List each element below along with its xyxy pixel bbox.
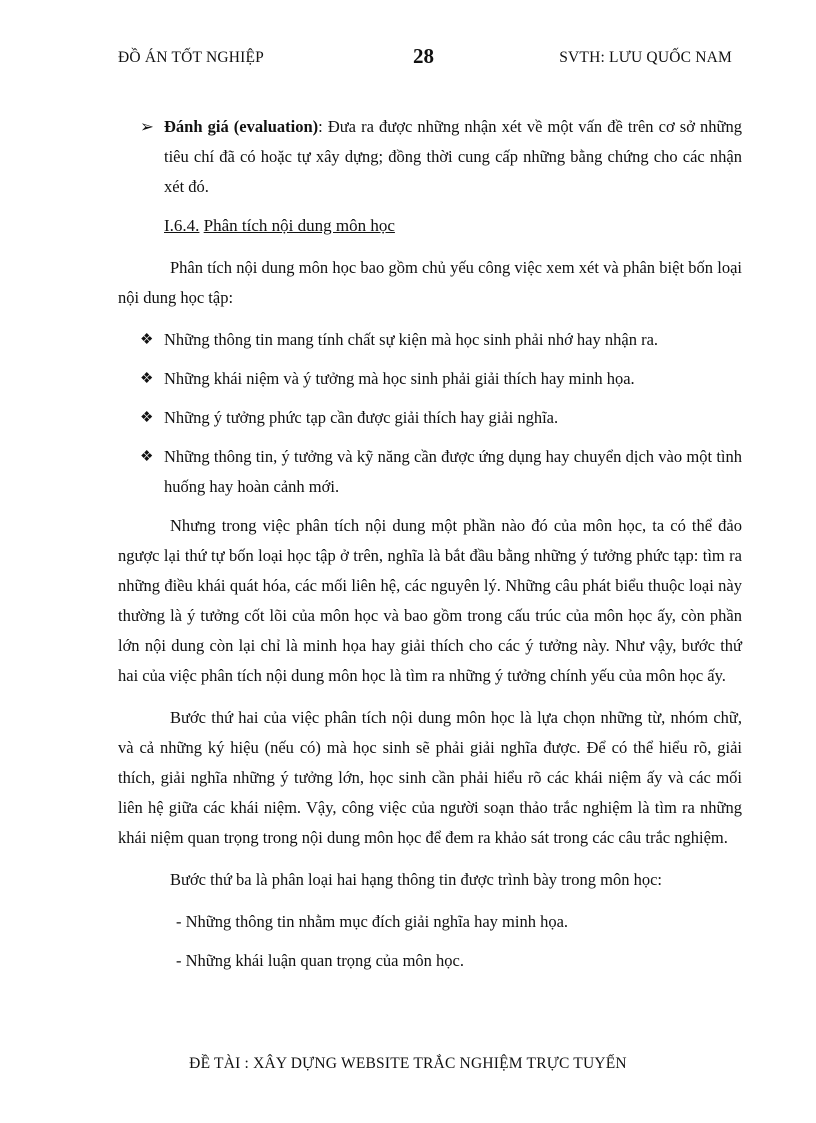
list-item — [118, 442, 742, 502]
section-number: I.6.4. — [164, 216, 200, 235]
section-title: Phân tích nội dung môn học — [203, 216, 395, 235]
evaluation-text: : Đưa ra được những nhận xét về một vấn đề trên cơ sở những tiêu chí đã có hoặc tự xây dựng; đồng thời cung cấp những bằng chứng cho các nhận xét đó. — [164, 117, 742, 196]
evaluation-item — [118, 112, 742, 202]
list-item-text: Những thông tin mang tính chất sự kiện mà học sinh phải nhớ hay nhận ra. — [164, 330, 659, 349]
header-right-author: SVTH: LƯU QUỐC NAM — [559, 49, 732, 66]
list-item-text: Những thông tin, ý tưởng và kỹ năng cần được ứng dụng hay chuyển dịch vào một tình huống hay hoàn cảnh mới. — [164, 447, 742, 496]
dash-list-item: - Những thông tin nhằm mục đích giải nghĩa hay minh họa. — [176, 912, 569, 931]
page-body — [118, 112, 742, 985]
diamond-bullet-icon: ❖ — [140, 371, 154, 387]
page-header — [118, 44, 732, 72]
evaluation-lead: Đánh giá (evaluation) — [164, 117, 319, 136]
diamond-bullet-icon: ❖ — [140, 449, 154, 465]
section-heading — [164, 211, 742, 241]
list-item — [118, 364, 742, 394]
body-paragraph: Bước thứ hai của việc phân tích nội dung môn học là lựa chọn những từ, nhóm chữ, và cả những ký hiệu (nếu có) mà học sinh sẽ phải giải nghĩa được. Để có thể hiểu rõ, giải thích, giải nghĩa những ý tưởng lớn, học sinh cần phải hiểu rõ các khái niệm ấy và các mối liên hệ giữa các khái niệm. Vậy, công việc của người soạn thảo trắc nghiệm là tìm ra những khái niệm quan trọng trong nội dung môn học để đem ra khảo sát trong các câu trắc nghiệm. — [118, 708, 742, 847]
intro-paragraph: Phân tích nội dung môn học bao gồm chủ yếu công việc xem xét và phân biệt bốn loại nội dung học tập: — [118, 258, 742, 307]
list-item — [118, 325, 742, 355]
diamond-bullet-icon: ❖ — [140, 410, 154, 426]
page-footer: ĐỀ TÀI : XÂY DỰNG WEBSITE TRẮC NGHIỆM TRỰC TUYẾN — [189, 1055, 627, 1072]
list-item-text: Những khái niệm và ý tưởng mà học sinh phải giải thích hay minh họa. — [164, 369, 635, 388]
diamond-bullet-icon: ❖ — [140, 332, 154, 348]
arrow-bullet-icon: ➢ — [140, 117, 154, 136]
list-item-text: Những ý tưởng phức tạp cần được giải thích hay giải nghĩa. — [164, 408, 559, 427]
header-left-title: ĐỒ ÁN TỐT NGHIỆP — [118, 49, 264, 66]
body-paragraph: Bước thứ ba là phân loại hai hạng thông tin được trình bày trong môn học: — [170, 870, 662, 889]
body-paragraph: Nhưng trong việc phân tích nội dung một phần nào đó của môn học, ta có thể đảo ngược lại thứ tự bốn loại học tập ở trên, nghĩa là bắt đầu bằng những ý tưởng phức tạp: tìm ra những điều khái quát hóa, các mối liên hệ, các nguyên lý. Những câu phát biểu thuộc loại này thường là ý tưởng cốt lõi của môn học và bao gồm trong cấu trúc của môn học ấy, còn phần lớn nội dung còn lại chỉ là minh họa hay giải thích cho các ý tưởng này. Như vậy, bước thứ hai của việc phân tích nội dung môn học là tìm ra những ý tưởng chính yếu của môn học ấy. — [118, 516, 742, 685]
dash-list-item: - Những khái luận quan trọng của môn học. — [176, 951, 465, 970]
list-item — [118, 403, 742, 433]
page-number: 28 — [413, 44, 434, 68]
